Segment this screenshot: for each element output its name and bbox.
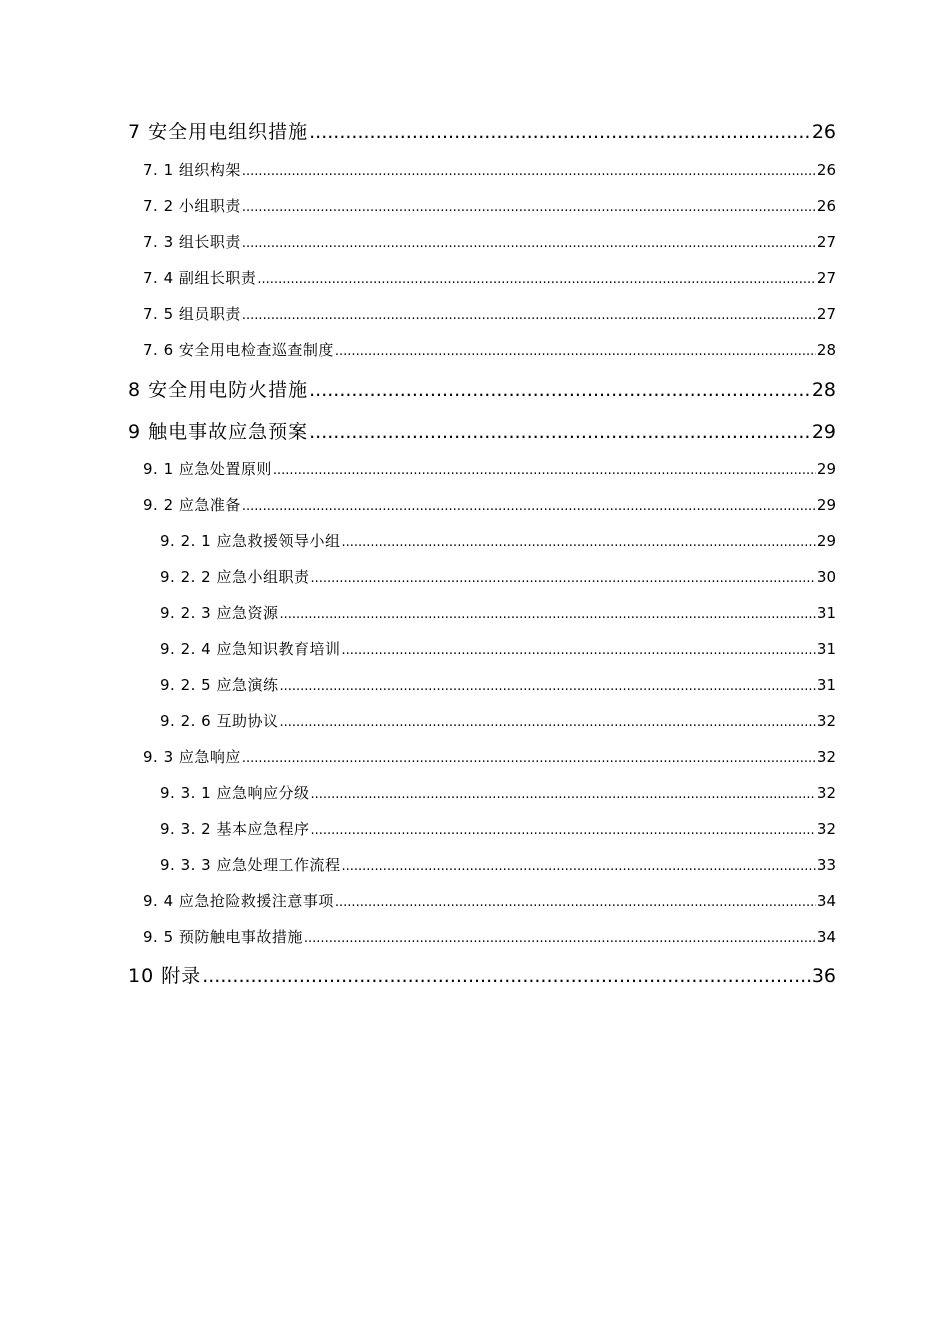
toc-entry-label: 7. 3 组长职责 [143,233,241,251]
toc-entry-label: 9. 3. 2 基本应急程序 [160,820,310,838]
toc-page-number: 29 [816,496,836,514]
toc-page-number: 29 [816,460,836,478]
toc-page-number: 27 [816,305,836,323]
toc-dot-leader [279,607,815,622]
toc-dot-leader [310,823,815,838]
toc-entry-label: 7. 4 副组长职责 [143,269,257,287]
toc-page-number: 26 [811,121,836,143]
toc-entry-label: 9. 2. 6 互助协议 [160,712,279,730]
toc-entry-label: 7. 6 安全用电检查巡查制度 [143,341,334,359]
toc-entry[interactable] [0,710,950,731]
toc-entry-label: 9. 2. 5 应急演练 [160,676,279,694]
toc-dot-leader [309,421,811,443]
toc-page-number: 27 [816,233,836,251]
toc-page-number: 33 [816,856,836,874]
toc-dot-leader [242,499,816,514]
toc-entry[interactable] [0,602,950,623]
toc-page-number: 31 [816,676,836,694]
toc-entry[interactable] [0,530,950,551]
toc-dot-leader [279,679,815,694]
toc-dot-leader [309,121,811,143]
toc-entry[interactable] [0,267,950,288]
toc-page-number: 28 [816,341,836,359]
toc-entry[interactable] [0,339,950,360]
toc-entry-label: 10 附录 [128,965,202,987]
toc-page-number: 27 [816,269,836,287]
toc-dot-leader [304,931,816,946]
toc-dot-leader [335,895,816,910]
toc-entry[interactable] [0,890,950,911]
toc-dot-leader [279,715,815,730]
toc-entry[interactable] [0,375,950,402]
toc-entry-label: 7. 1 组织构架 [143,161,241,179]
toc-entry-label: 7. 5 组员职责 [143,305,241,323]
toc-page-number: 31 [816,640,836,658]
toc-entry-label: 9. 5 预防触电事故措施 [143,928,303,946]
toc-entry[interactable] [0,961,950,988]
toc-page-number: 26 [816,197,836,215]
toc-page-number: 36 [811,965,836,987]
toc-entry-label: 9. 1 应急处置原则 [143,460,272,478]
toc-dot-leader [341,535,815,550]
toc-entry[interactable] [0,926,950,947]
toc-entry[interactable] [0,117,950,144]
toc-entry[interactable] [0,417,950,444]
toc-dot-leader [309,379,811,401]
toc-dot-leader [335,344,816,359]
toc-page-number: 32 [816,820,836,838]
toc-entry-label: 9. 3 应急响应 [143,748,241,766]
toc-entry[interactable] [0,674,950,695]
toc-entry[interactable] [0,458,950,479]
toc-entry[interactable] [0,494,950,515]
toc-entry-label: 9 触电事故应急预案 [128,421,309,443]
toc-dot-leader [242,308,816,323]
toc-dot-leader [273,463,816,478]
toc-page-number: 29 [811,421,836,443]
toc-entry[interactable] [0,638,950,659]
toc-page-number: 32 [816,712,836,730]
toc-entry[interactable] [0,782,950,803]
toc-page-number: 34 [816,892,836,910]
toc-dot-leader [310,787,815,802]
toc-page-number: 30 [816,568,836,586]
toc-page-number: 29 [816,532,836,550]
toc-entry-label: 9. 2. 1 应急救援领导小组 [160,532,341,550]
toc-entry-label: 7 安全用电组织措施 [128,121,309,143]
toc-page-number: 31 [816,604,836,622]
toc-entry-label: 9. 3. 3 应急处理工作流程 [160,856,341,874]
toc-dot-leader [202,965,811,987]
toc-dot-leader [242,236,816,251]
toc-dot-leader [242,751,816,766]
toc-entry[interactable] [0,566,950,587]
toc-entry[interactable] [0,854,950,875]
toc-dot-leader [242,164,816,179]
toc-entry-label: 9. 2. 4 应急知识教育培训 [160,640,341,658]
toc-page-number: 26 [816,161,836,179]
toc-entry[interactable] [0,303,950,324]
toc-page-number: 32 [816,784,836,802]
toc-entry[interactable] [0,746,950,767]
toc-entry-label: 9. 2 应急准备 [143,496,241,514]
toc-dot-leader [310,571,815,586]
toc-entry-label: 9. 2. 3 应急资源 [160,604,279,622]
toc-entry-label: 7. 2 小组职责 [143,197,241,215]
toc-entry-label: 9. 3. 1 应急响应分级 [160,784,310,802]
toc-dot-leader [257,272,816,287]
toc-entry[interactable] [0,231,950,252]
toc-page-number: 32 [816,748,836,766]
toc-entry-label: 8 安全用电防火措施 [128,379,309,401]
toc-page-number: 28 [811,379,836,401]
toc-dot-leader [341,643,815,658]
toc-entry[interactable] [0,195,950,216]
toc-page-number: 34 [816,928,836,946]
toc-dot-leader [242,200,816,215]
toc-entry[interactable] [0,159,950,180]
toc-entry-label: 9. 2. 2 应急小组职责 [160,568,310,586]
toc-entry-label: 9. 4 应急抢险救援注意事项 [143,892,334,910]
toc-dot-leader [341,859,815,874]
toc-entry[interactable] [0,818,950,839]
